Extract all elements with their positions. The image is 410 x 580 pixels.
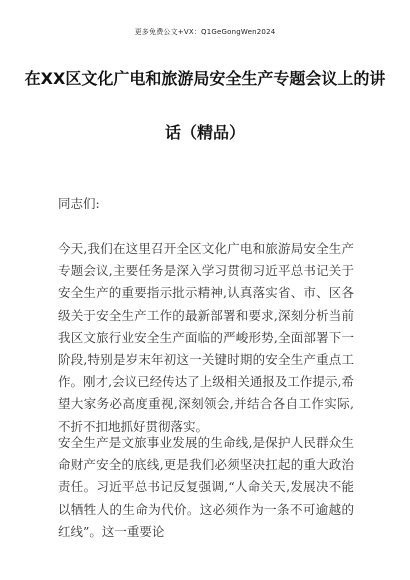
body-paragraph: 安全生产是文旅事业发展的生命线,是保护人民群众生命财产安全的底线,更是我们必须坚决扛起的重大政治责任。习近平总书记反复强调,“人命关天,发展决不能以牺牲人的生命为代价。这必须作为一条不可逾越的红线”。这一重要论 — [58, 435, 354, 539]
body-paragraph: 今天,我们在这里召开全区文化广电和旅游局安全生产专题会议,主要任务是深入学习贯彻习近平总书记关于安全生产的重要指示批示精神,认真落实省、市、区各级关于安全生产工作的最新部署和要求,深刻分析当前我区文旅行业安全生产面临的严峻形势,全面部署下一阶段,特别是岁末年初这一关键时期的安全生产重点工作。刚才,会议已经传达了上级相关通报及工作提示,希望大家务必高度重视,深刻领会,并结合各自工作实际,不折不扣地抓好贯彻落实。 — [58, 241, 354, 434]
header-note: 更多免费公文+VX：Q1GeGongWen2024 — [134, 28, 276, 36]
salutation: 同志们: — [58, 196, 100, 211]
document-title-line-1: 在XX区文化广电和旅游局安全生产专题会议上的讲 — [24, 69, 386, 88]
document-title-line-2: 话（精品） — [164, 123, 245, 142]
